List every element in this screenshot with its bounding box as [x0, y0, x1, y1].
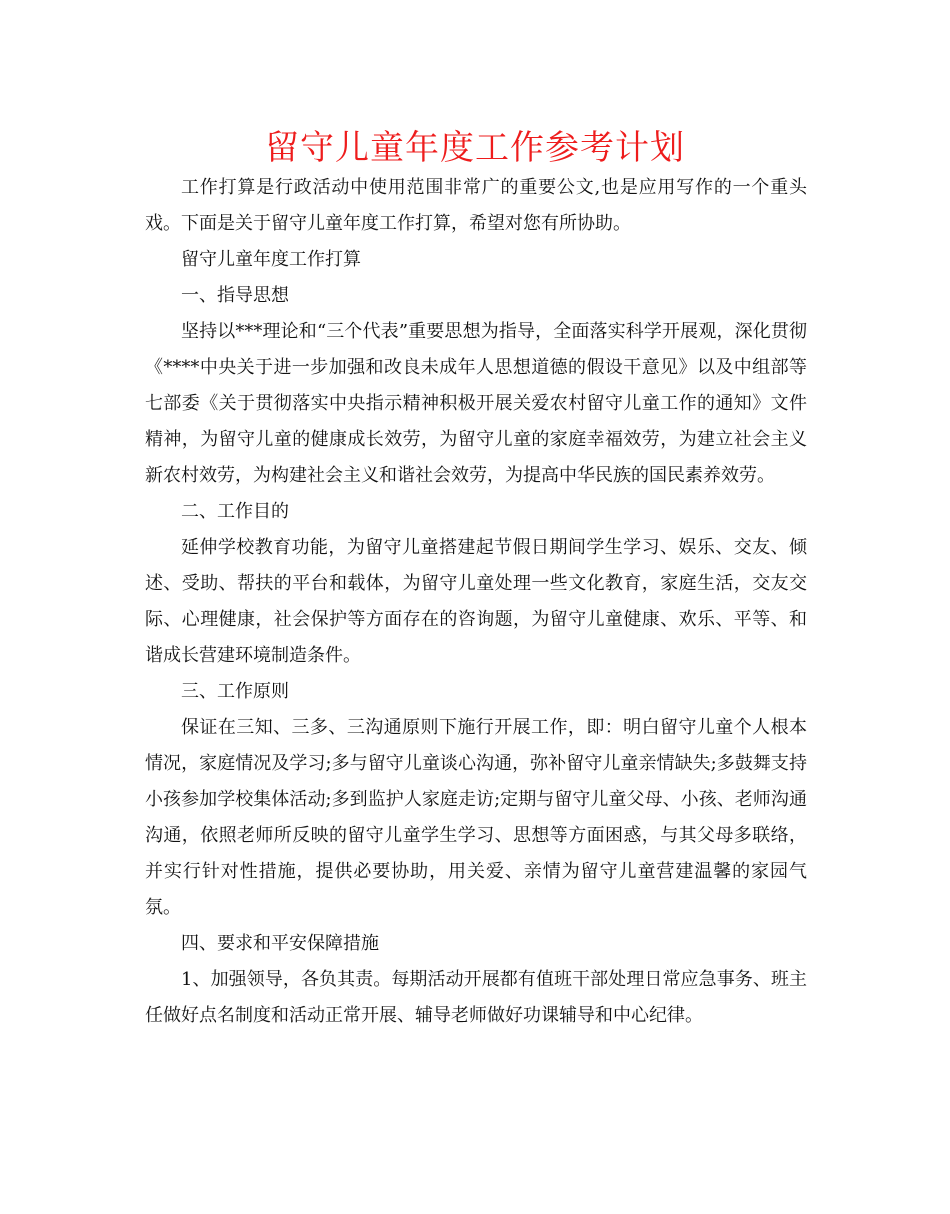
document-title: 留守儿童年度工作参考计划 — [265, 128, 685, 168]
section-heading-guiding-thought: 一、指导思想 — [181, 285, 289, 306]
work-goal-paragraph: 延伸学校教育功能，为留守儿童搭建起节假日期间学生学习、娱乐、交友、倾述、受助、帮扶的平台和载体，为留守儿童处理一些文化教育，家庭生活，交友交际、心理健康，社会保护等方面存在的咨询题，为留守儿童健康、欢乐、平等、和谐成长营建环境制造条件。 — [145, 537, 807, 666]
safety-measures-paragraph: 1、加强领导，各负其责。每期活动开展都有值班干部处理日常应急事务、班主任做好点名制度和活动正常开展、辅导老师做好功课辅导和中心纪律。 — [145, 969, 807, 1026]
section-heading-work-goal: 二、工作目的 — [181, 501, 289, 522]
section-heading-work-principle: 三、工作原则 — [181, 681, 289, 702]
plan-subtitle: 留守儿童年度工作打算 — [181, 249, 361, 270]
guiding-thought-paragraph: 坚持以***理论和“三个代表”重要思想为指导，全面落实科学开展观，深化贯彻《****中央关于进一步加强和改良未成年人思想道德的假设干意见》以及中组部等七部委《关于贯彻落实中央指示精神积极开展关爱农村留守儿童工作的通知》文件精神，为留守儿童的健康成长效劳，为留守儿童的家庭幸福效劳，为建立社会主义新农村效劳，为构建社会主义和谐社会效劳，为提高中华民族的国民素养效劳。 — [145, 321, 807, 486]
section-heading-safety-measures: 四、要求和平安保障措施 — [181, 933, 379, 954]
intro-paragraph: 工作打算是行政活动中使用范围非常广的重要公文,也是应用写作的一个重头戏。下面是关于留守儿童年度工作打算，希望对您有所协助。 — [145, 177, 807, 234]
work-principle-paragraph: 保证在三知、三多、三沟通原则下施行开展工作，即：明白留守儿童个人根本情况，家庭情况及学习;多与留守儿童谈心沟通，弥补留守儿童亲情缺失;多鼓舞支持小孩参加学校集体活动;多到监护人家庭走访;定期与留守儿童父母、小孩、老师沟通沟通，依照老师所反映的留守儿童学生学习、思想等方面困惑，与其父母多联络，并实行针对性措施，提供必要协助，用关爱、亲情为留守儿童营建温馨的家园气氛。 — [145, 717, 807, 918]
document-body — [145, 170, 807, 1034]
